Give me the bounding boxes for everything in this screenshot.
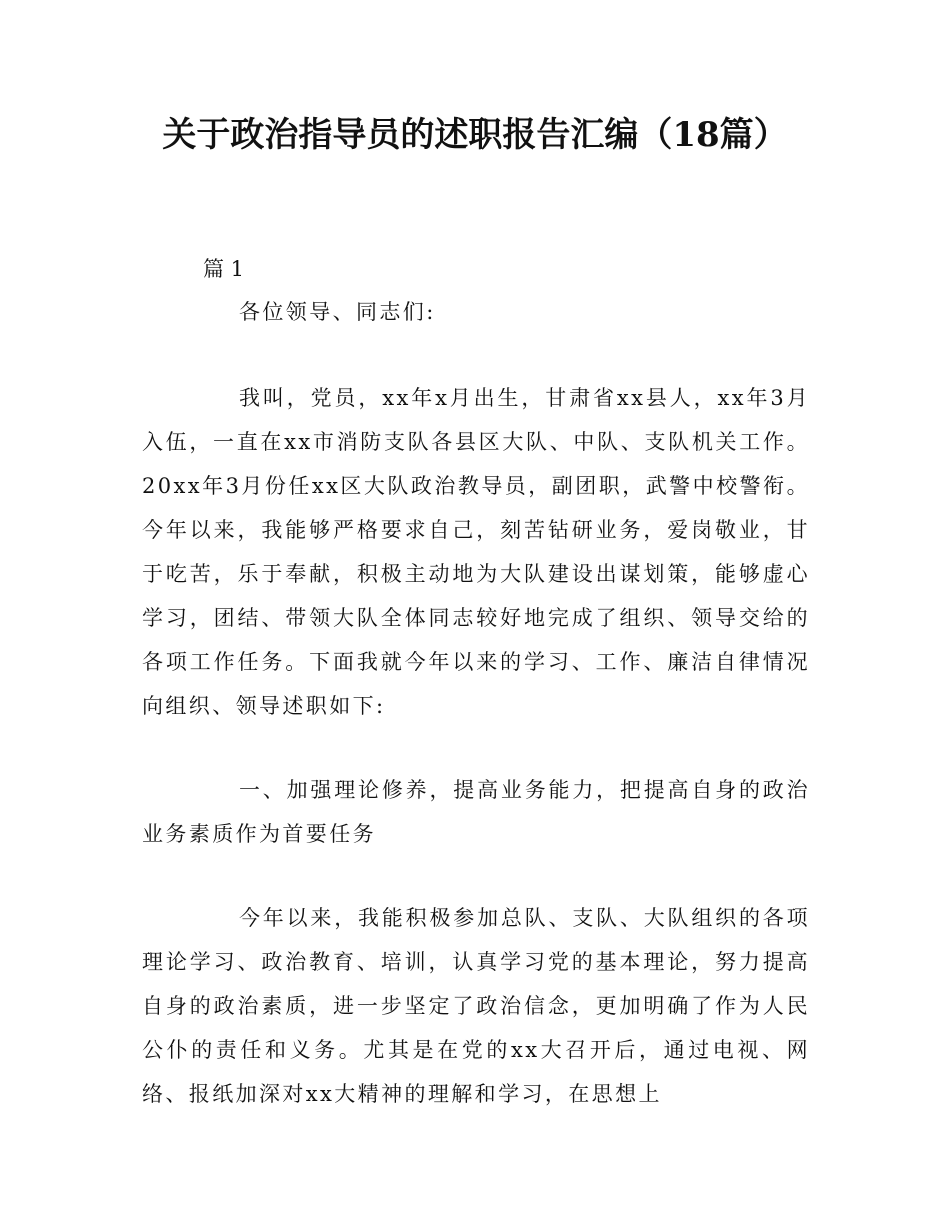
section-heading-1: 一、加强理论修养，提高业务能力，把提高自身的政治业务素质作为首要任务 xyxy=(142,778,810,846)
document-title: 关于政治指导员的述职报告汇编（18篇） xyxy=(162,115,788,155)
section-label: 篇 1 xyxy=(203,257,245,281)
salutation: 各位领导、同志们: xyxy=(239,300,436,324)
body-paragraph-intro: 我叫，党员，xx年x月出生，甘肃省xx县人，xx年3月入伍，一直在xx市消防支队各县区大队、中队、支队机关工作。20xx年3月份任xx区大队政治教导员，副团职，武警中校警衔。今年以来，我能够严格要求自己，刻苦钻研业务，爱岗敬业，甘于吃苦，乐于奉献，积极主动地为大队建设出谋划策，能够虚心学习，团结、带领大队全体同志较好地完成了组织、领导交给的各项工作任务。下面我就今年以来的学习、工作、廉洁自律情况向组织、领导述职如下: xyxy=(142,386,810,718)
body-paragraph-study: 今年以来，我能积极参加总队、支队、大队组织的各项理论学习、政治教育、培训，认真学习党的基本理论，努力提高自身的政治素质，进一步坚定了政治信念，更加明确了作为人民公仆的责任和义务。尤其是在党的xx大召开后，通过电视、网络、报纸加深对xx大精神的理解和学习，在思想上 xyxy=(142,906,810,1106)
